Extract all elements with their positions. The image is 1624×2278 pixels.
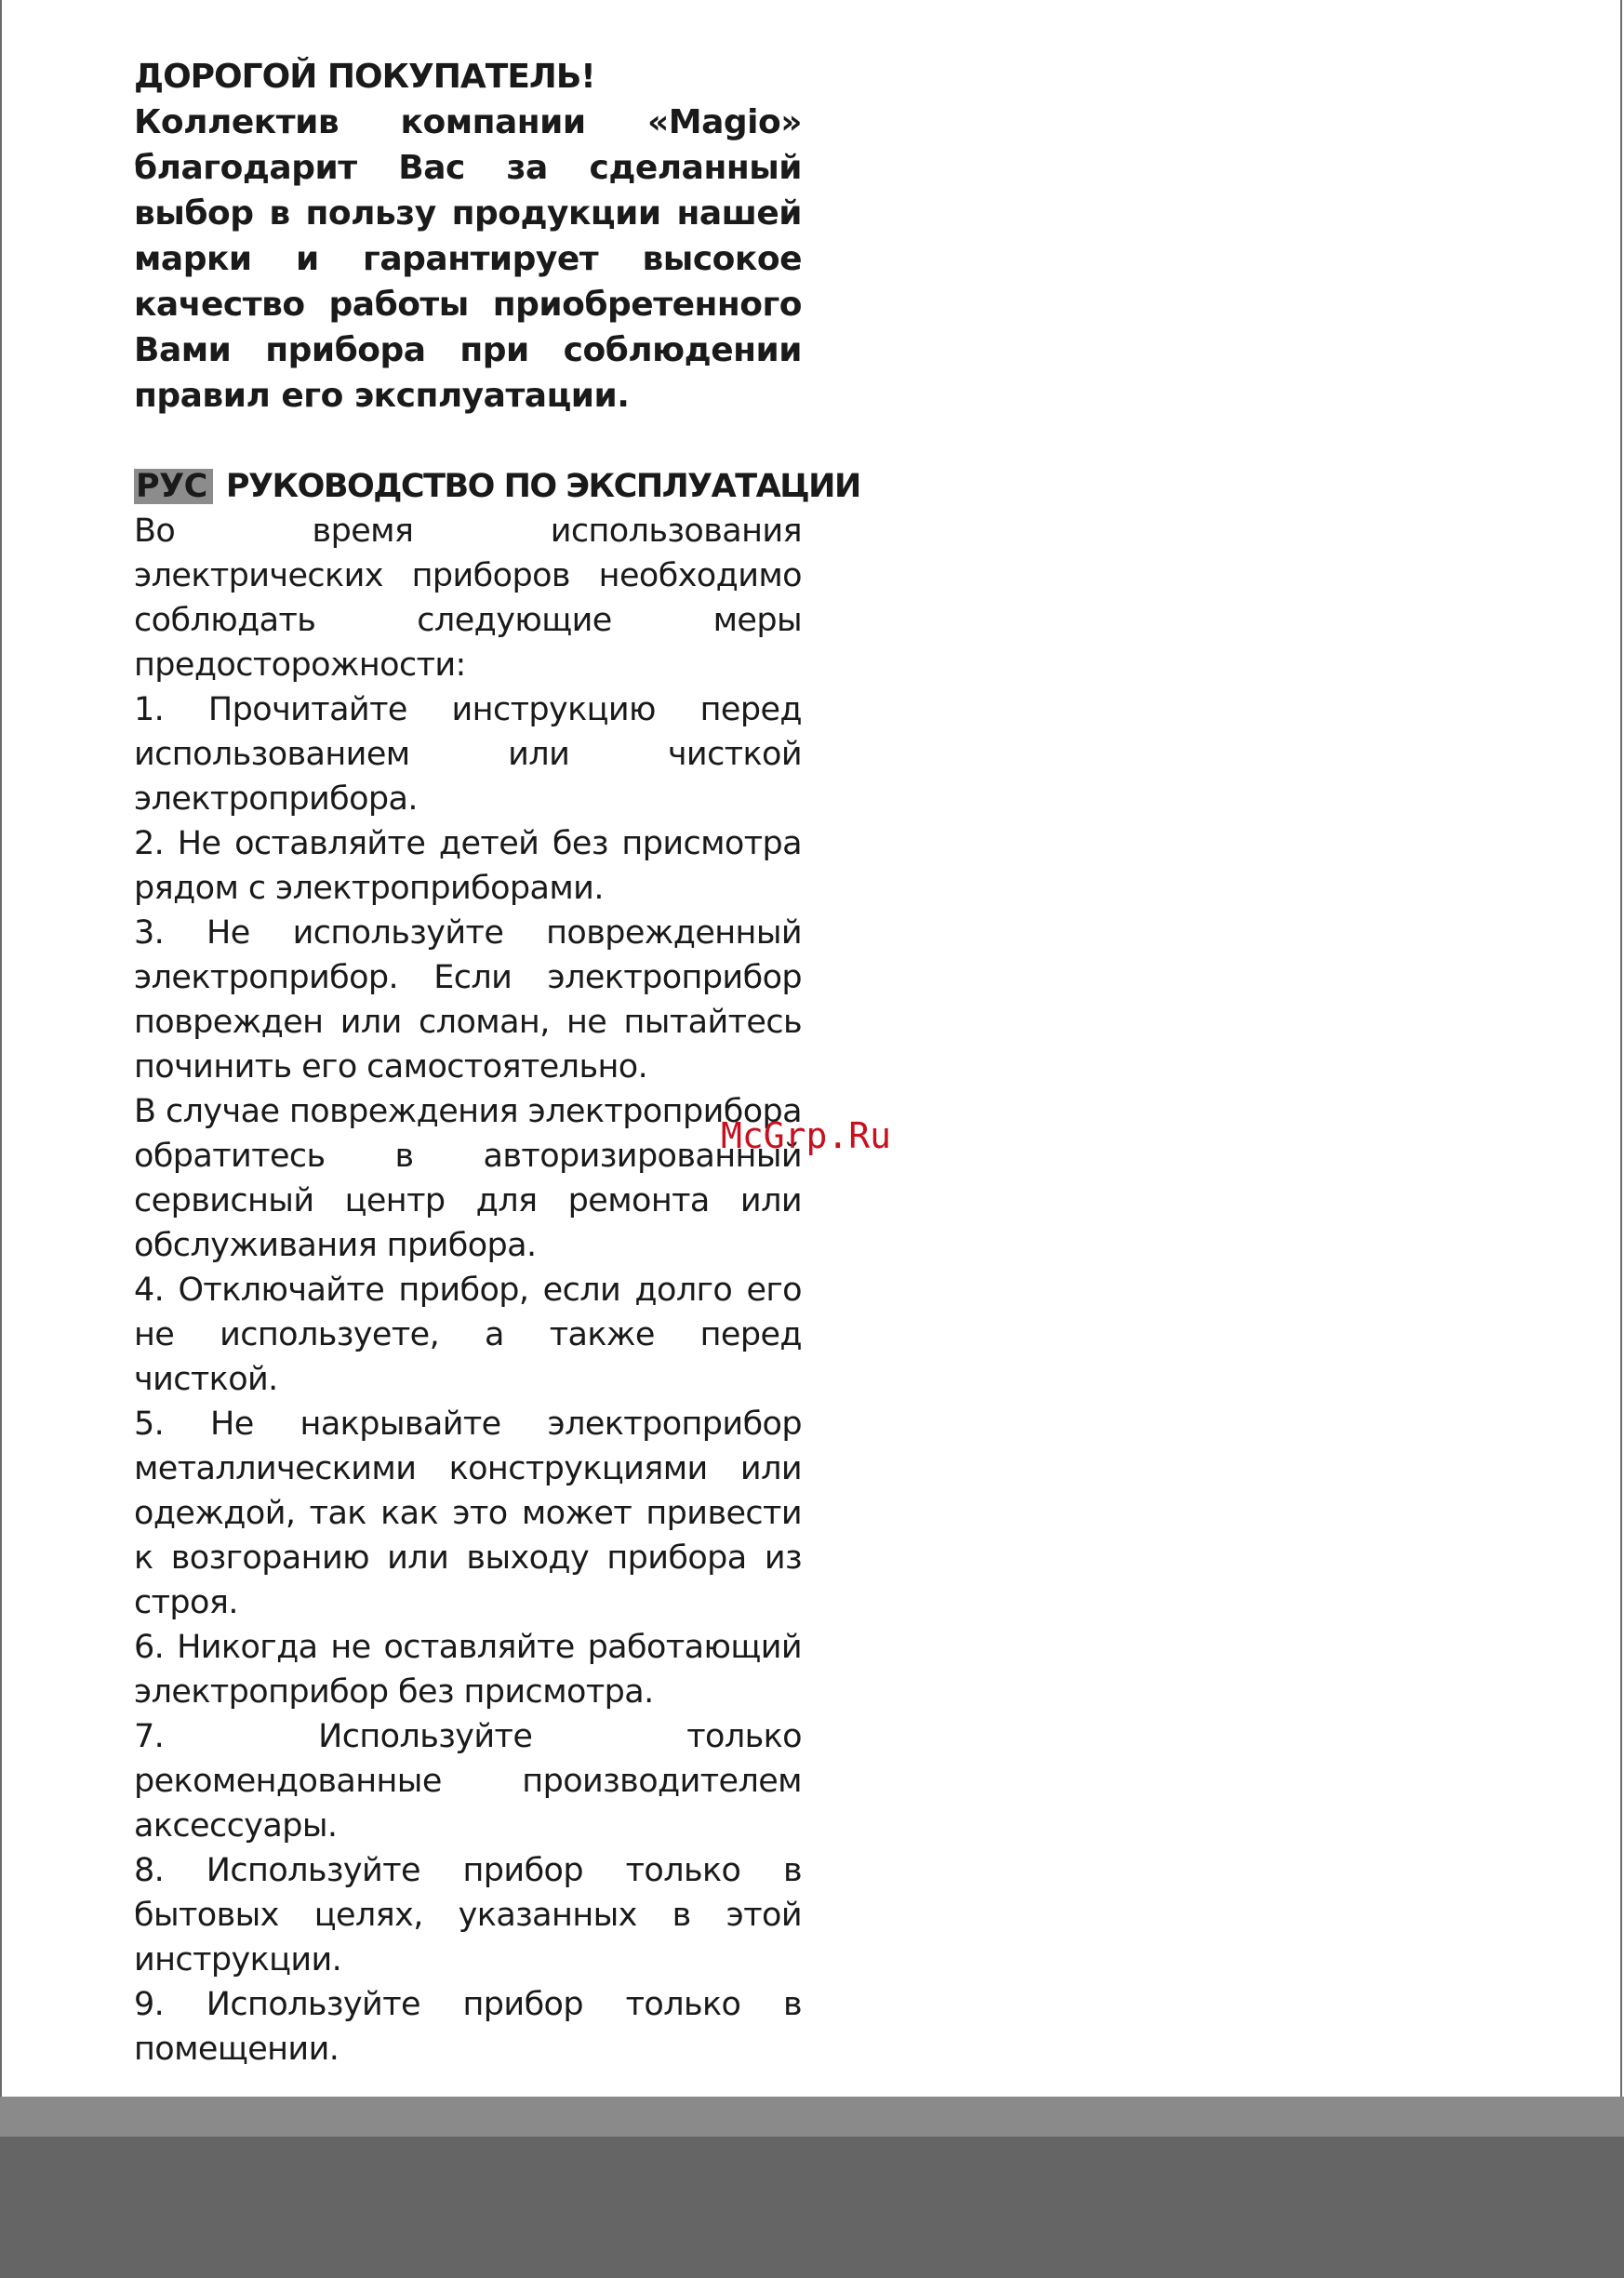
instructions-body	[134, 509, 802, 2072]
instruction-paragraph: 7. Используйте только рекомендованные производителем аксессуары.	[134, 1718, 802, 1845]
instruction-paragraph: 1. Прочитайте инструкцию перед использованием или чисткой электроприбора.	[134, 691, 802, 818]
intro-block	[134, 54, 802, 419]
instruction-paragraph: 5. Не накрывайте электроприбор металлическими конструкциями или одеждой, так как это может привести к возгоранию или выходу прибора из строя.	[134, 1405, 802, 1621]
instruction-paragraph: 3. Не используйте поврежденный электроприбор. Если электроприбор поврежден или сломан, не пытайтесь починить его самостоятельно.	[134, 914, 802, 1086]
instruction-paragraph: В случае повреждения электроприбора обратитесь в авторизированный сервисный центр для ремонта или обслуживания прибора.	[134, 1093, 802, 1264]
instruction-paragraph: Во время использования электрических приборов необходимо соблюдать следующие меры предосторожности:	[134, 513, 802, 684]
footer-band-dark	[0, 2137, 1624, 2278]
greeting-heading: ДОРОГОЙ ПОКУПАТЕЛЬ!	[134, 58, 595, 96]
instruction-paragraph: 4. Отключайте прибор, если долго его не используете, а также перед чисткой.	[134, 1272, 802, 1398]
instruction-paragraph: 6. Никогда не оставляйте работающий электроприбор без присмотра.	[134, 1629, 802, 1711]
section-title: РУКОВОДСТВО ПО ЭКСПЛУАТАЦИИ	[225, 468, 860, 505]
section-header	[134, 464, 860, 509]
footer-band-light	[0, 2097, 1624, 2137]
instruction-paragraph: 8. Используйте прибор только в бытовых целях, указанных в этой инструкции.	[134, 1852, 802, 1978]
intro-text: Коллектив компании «Magio» благодарит Вас за сделанный выбор в пользу продукции нашей марки и гарантирует высокое качество работы приобретенного Вами прибора при соблюдении правил его эксплуатации.	[134, 103, 802, 415]
watermark-text: McGrp.Ru	[721, 1115, 892, 1156]
language-badge: РУС	[134, 469, 213, 504]
instruction-paragraph: 2. Не оставляйте детей без присмотра рядом с электроприборами.	[134, 825, 802, 907]
instruction-paragraph: 9. Используйте прибор только в помещении.	[134, 1986, 802, 2068]
